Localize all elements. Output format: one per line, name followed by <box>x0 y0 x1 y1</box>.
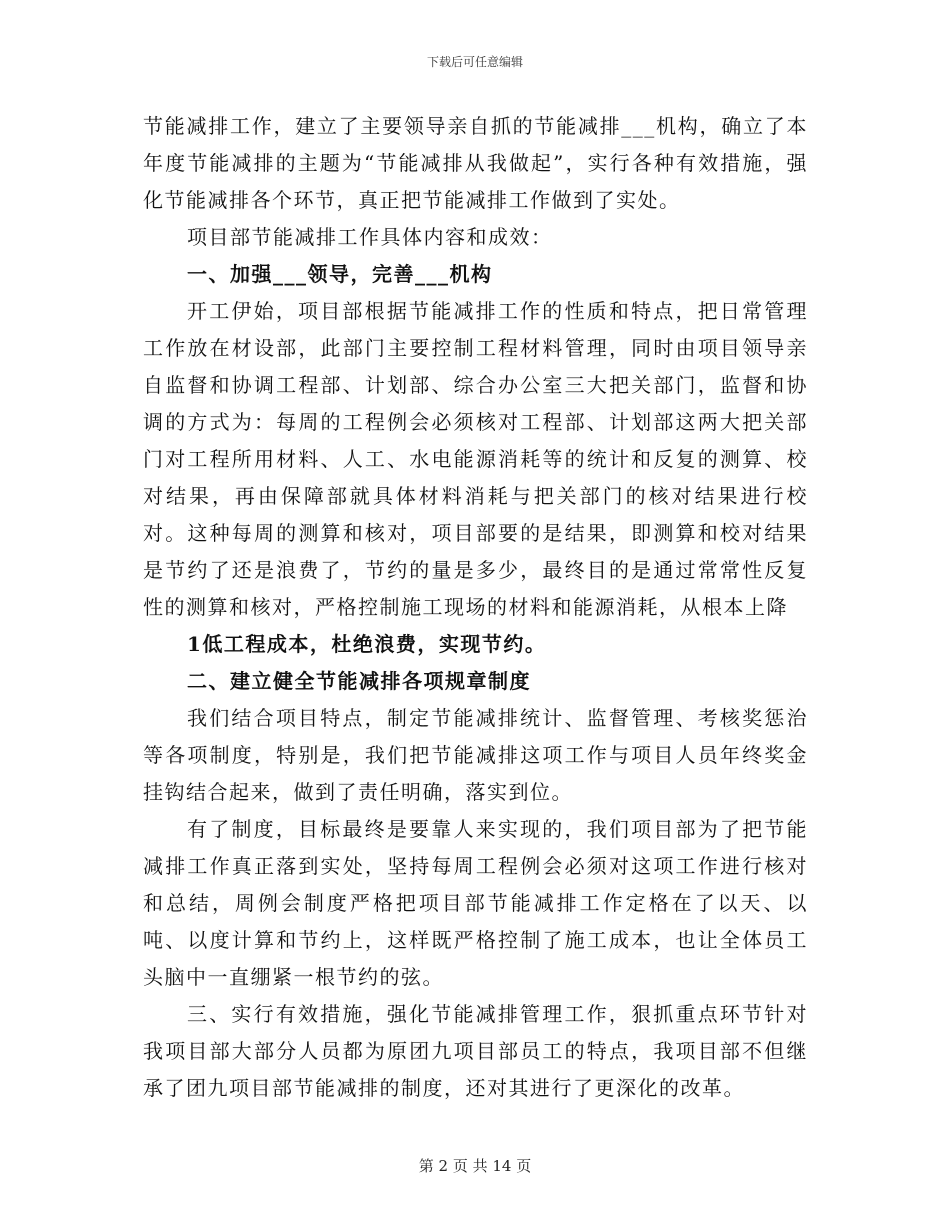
paragraph-7: 三、实行有效措施，强化节能减排管理工作，狠抓重点环节针对我项目部大部分人员都为原团九项目部员工的特点，我项目部不但继承了团九项目部节能减排的制度，还对其进行了更深化的改革。 <box>143 1002 808 1100</box>
paragraph-1: 节能减排工作，建立了主要领导亲自抓的节能减排___机构，确立了本年度节能减排的主题为“节能减排从我做起”，实行各种有效措施，强化节能减排各个环节，真正把节能减排工作做到了实处。 <box>143 114 808 212</box>
paragraph-6: 有了制度，目标最终是要靠人来实现的，我们项目部为了把节能减排工作真正落到实处，坚持每周工程例会必须对这项工作进行核对和总结，周例会制度严格把项目部节能减排工作定格在了以天、以吨、以度计算和节约上，这样既严格控制了施工成本，也让全体员工头脑中一直绷紧一根节约的弦。 <box>143 817 808 989</box>
page-header: 下载后可任意编辑 <box>426 55 523 69</box>
paragraph-3: 开工伊始，项目部根据节能减排工作的性质和特点，把日常管理工作放在材设部，此部门主要控制工程材料管理，同时由项目领导亲自监督和协调工程部、计划部、综合办公室三大把关部门，监督和协调的方式为：每周的工程例会必须核对工程部、计划部这两大把关部门对工程所用材料、人工、水电能源消耗等的统计和反复的测算、校对结果，再由保障部就具体材料消耗与把关部门的核对结果进行校对。这种每周的测算和核对，项目部要的是结果，即测算和校对结果是节约了还是浪费了，节约的量是多少，最终目的是通过常常性反复性的测算和核对，严格控制施工现场的材料和能源消耗，从根本上降 <box>143 299 808 619</box>
section-heading-1: 一、加强___领导，完善___机构 <box>187 262 493 286</box>
paragraph-5: 我们结合项目特点，制定节能减排统计、监督管理、考核奖惩治等各项制度，特别是，我们把节能减排这项工作与项目人员年终奖金挂钩结合起来，做到了责任明确，落实到位。 <box>143 706 808 804</box>
paragraph-2: 项目部节能减排工作具体内容和成效： <box>187 225 553 249</box>
paragraph-4: 1低工程成本，杜绝浪费，实现节约。 <box>187 632 547 656</box>
page-footer: 第 2 页 共 14 页 <box>418 1157 532 1175</box>
document-body <box>143 108 808 1107</box>
section-heading-2: 二、建立健全节能减排各项规章制度 <box>187 669 531 693</box>
